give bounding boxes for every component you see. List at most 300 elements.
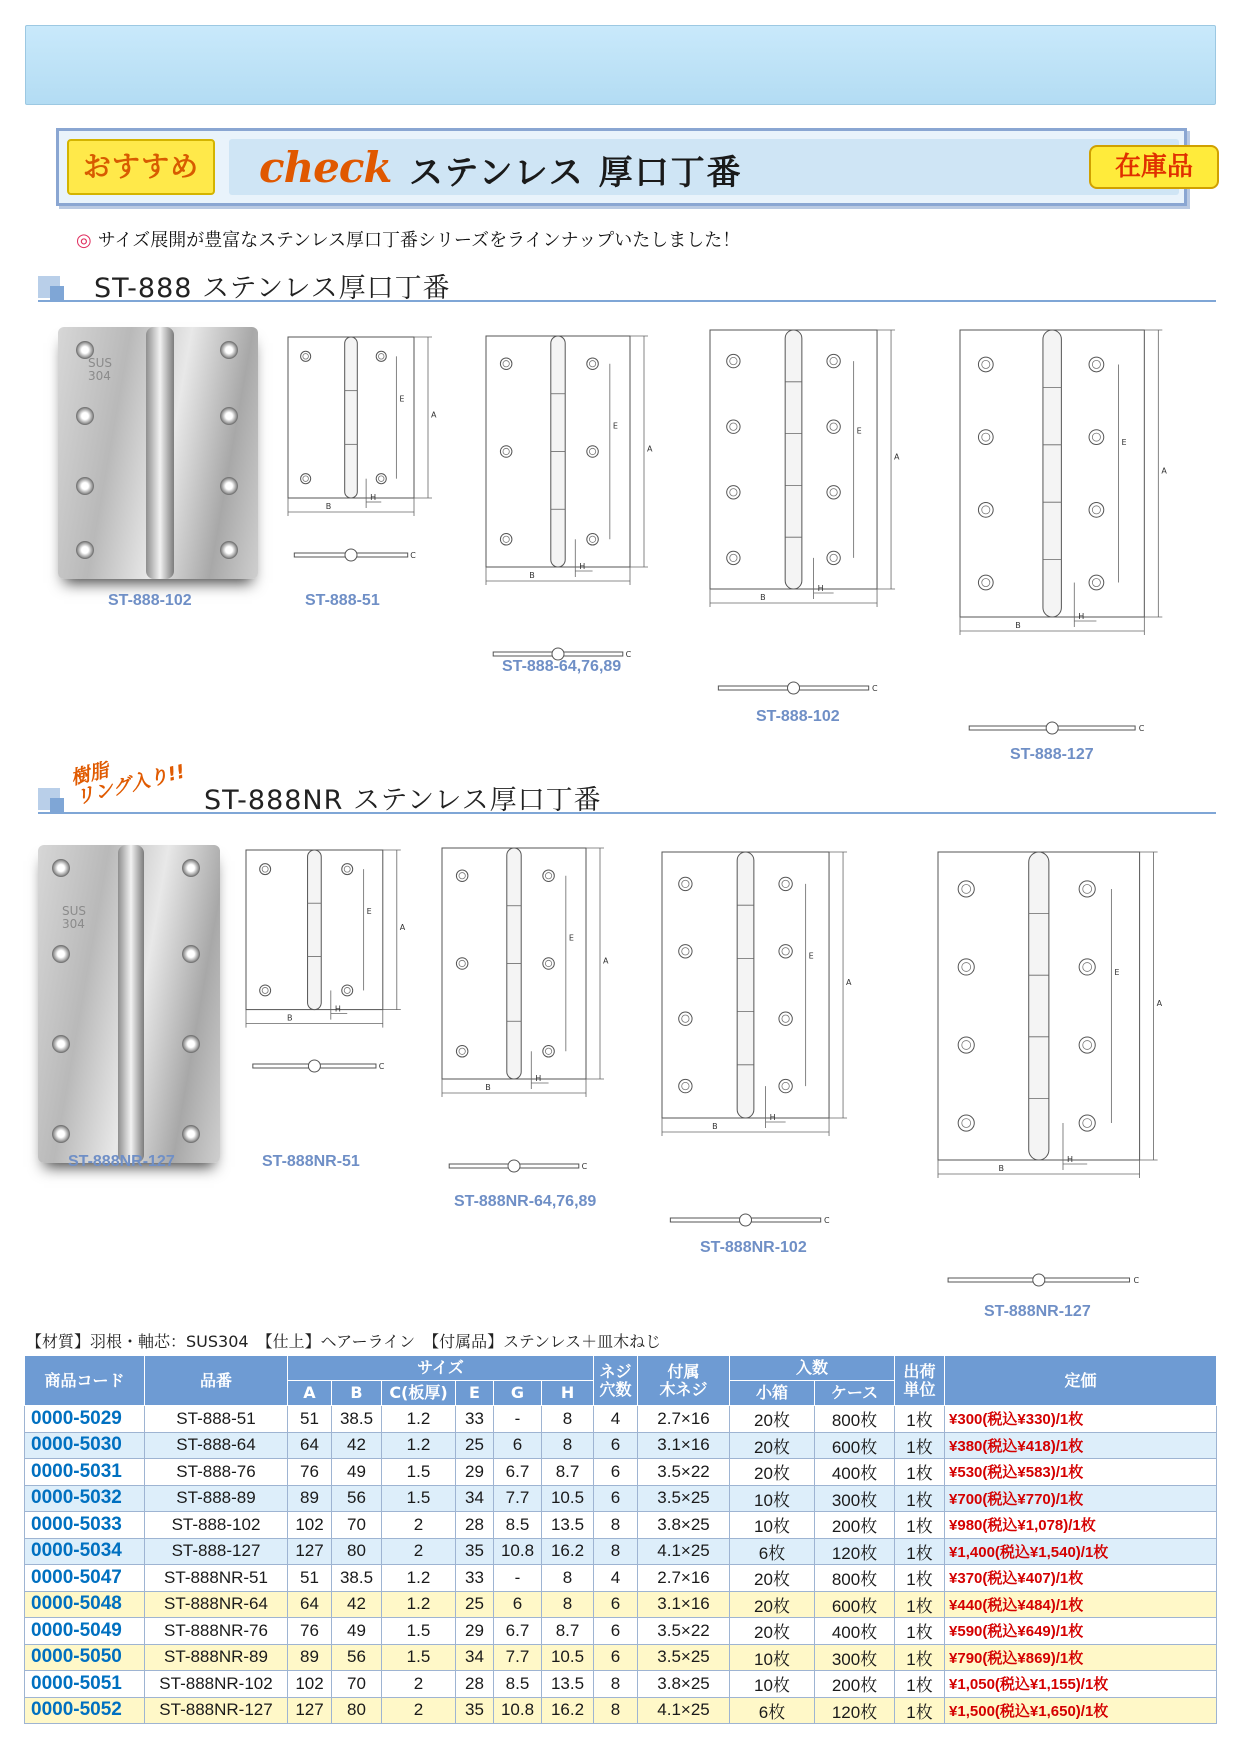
caption: ST-888-64,76,89 bbox=[502, 658, 622, 675]
table-cell: 1枚 bbox=[895, 1697, 945, 1724]
table-cell: 120枚 bbox=[815, 1538, 895, 1565]
price-cell: ¥300(税込¥330)/1枚 bbox=[945, 1406, 1217, 1433]
table-cell: 102 bbox=[288, 1512, 332, 1539]
screw-hole bbox=[779, 945, 792, 958]
table-cell: 8.5 bbox=[494, 1512, 542, 1539]
dim-label-a: A bbox=[894, 452, 900, 462]
header-b: B bbox=[332, 1381, 382, 1406]
table-cell: 10.8 bbox=[494, 1538, 542, 1565]
table-cell: 8.7 bbox=[542, 1459, 594, 1486]
caption: ST-888-127 bbox=[1010, 746, 1094, 763]
page-title: ステンレス 厚口丁番 bbox=[409, 153, 743, 193]
screw-hole bbox=[587, 358, 599, 370]
caption: ST-888NR-127 bbox=[68, 1153, 175, 1170]
screw-hole bbox=[587, 446, 599, 458]
table-cell: 34 bbox=[456, 1644, 494, 1671]
header-h: H bbox=[542, 1381, 594, 1406]
product-code: 0000-5031 bbox=[25, 1459, 145, 1486]
table-cell: 2.7×16 bbox=[638, 1406, 730, 1433]
hinge-drawing-svg bbox=[708, 328, 940, 698]
table-row bbox=[25, 1538, 1217, 1565]
table-cell: 800枚 bbox=[815, 1565, 895, 1592]
product-photo-st888 bbox=[58, 327, 258, 579]
table-cell: 102 bbox=[288, 1671, 332, 1698]
table-cell: 8 bbox=[594, 1538, 638, 1565]
table-cell: ST-888-64 bbox=[145, 1432, 288, 1459]
table-cell: 20枚 bbox=[730, 1618, 815, 1645]
bullet-icon: ◎ bbox=[76, 230, 92, 251]
screw-hole bbox=[779, 1079, 792, 1092]
table-cell: - bbox=[494, 1406, 542, 1433]
table-cell: 20枚 bbox=[730, 1406, 815, 1433]
table-cell: 25 bbox=[456, 1591, 494, 1618]
table-cell: ST-888-51 bbox=[145, 1406, 288, 1433]
header-e: E bbox=[456, 1381, 494, 1406]
table-row bbox=[25, 1618, 1217, 1645]
table-cell: 76 bbox=[288, 1618, 332, 1645]
table-cell: 1.2 bbox=[382, 1591, 456, 1618]
header-screw: 付属 木ネジ bbox=[638, 1356, 730, 1406]
brand-logo: check bbox=[259, 143, 392, 192]
table-cell: - bbox=[494, 1565, 542, 1592]
dim-label-a: A bbox=[603, 956, 609, 966]
table-cell: ST-888NR-127 bbox=[145, 1697, 288, 1724]
table-cell: 70 bbox=[332, 1512, 382, 1539]
screw-hole bbox=[301, 474, 311, 484]
screw-hole bbox=[342, 985, 353, 996]
table-cell: 35 bbox=[456, 1538, 494, 1565]
table-cell: 3.8×25 bbox=[638, 1512, 730, 1539]
screw-hole bbox=[978, 502, 993, 517]
table-cell: 20枚 bbox=[730, 1459, 815, 1486]
table-cell: 28 bbox=[456, 1671, 494, 1698]
dim-label-b: B bbox=[287, 1013, 293, 1023]
caption: ST-888NR-127 bbox=[984, 1303, 1091, 1320]
dim-label-e: E bbox=[808, 951, 814, 961]
knuckle bbox=[737, 852, 754, 1118]
screw-hole bbox=[679, 1012, 692, 1025]
section-heading-st888nr bbox=[38, 774, 1216, 814]
table-cell: 38.5 bbox=[332, 1406, 382, 1433]
table-cell: 300枚 bbox=[815, 1485, 895, 1512]
table-row bbox=[25, 1512, 1217, 1539]
table-cell: 4 bbox=[594, 1565, 638, 1592]
product-code: 0000-5030 bbox=[25, 1432, 145, 1459]
table-cell: 1枚 bbox=[895, 1618, 945, 1645]
table-cell: 64 bbox=[288, 1432, 332, 1459]
dim-label-c: C bbox=[824, 1216, 830, 1225]
table-cell: 25 bbox=[456, 1432, 494, 1459]
table-cell: 64 bbox=[288, 1591, 332, 1618]
dim-label-h: H bbox=[769, 1113, 776, 1122]
heading-square-icon bbox=[50, 798, 64, 812]
screw-hole bbox=[260, 864, 271, 875]
product-code: 0000-5048 bbox=[25, 1591, 145, 1618]
screw-hole bbox=[543, 870, 555, 882]
top-header-band bbox=[25, 25, 1216, 105]
dim-label-a: A bbox=[431, 410, 437, 420]
side-knuckle bbox=[1033, 1274, 1045, 1286]
price-cell: ¥1,500(税込¥1,650)/1枚 bbox=[945, 1697, 1217, 1724]
table-cell: 6 bbox=[494, 1591, 542, 1618]
table-cell: 600枚 bbox=[815, 1591, 895, 1618]
hinge-drawing-svg bbox=[936, 850, 1216, 1290]
table-cell: 1.2 bbox=[382, 1565, 456, 1592]
hinge-drawing-svg bbox=[958, 328, 1214, 738]
screw-hole bbox=[1089, 430, 1104, 445]
price-cell: ¥790(税込¥869)/1枚 bbox=[945, 1644, 1217, 1671]
screw-hole bbox=[827, 354, 840, 367]
knuckle bbox=[345, 337, 358, 498]
dim-label-e: E bbox=[612, 421, 618, 431]
screw-hole bbox=[679, 877, 692, 890]
screw-hole bbox=[827, 486, 840, 499]
table-cell: 8 bbox=[542, 1432, 594, 1459]
table-cell: 42 bbox=[332, 1591, 382, 1618]
dim-label-b: B bbox=[998, 1164, 1004, 1173]
header-size: サイズ bbox=[288, 1356, 594, 1381]
in-stock-badge: 在庫品 bbox=[1089, 145, 1219, 189]
table-row bbox=[25, 1671, 1217, 1698]
dim-label-e: E bbox=[568, 933, 574, 943]
title-panel bbox=[229, 139, 1193, 195]
screw-hole bbox=[1079, 881, 1095, 897]
caption: ST-888-102 bbox=[756, 708, 840, 725]
table-cell: 1枚 bbox=[895, 1644, 945, 1671]
hinge-drawing-svg bbox=[440, 846, 640, 1176]
table-cell: 10枚 bbox=[730, 1485, 815, 1512]
table-cell: 400枚 bbox=[815, 1618, 895, 1645]
screw-hole bbox=[958, 959, 974, 975]
hinge-drawing-svg bbox=[660, 850, 892, 1230]
price-cell: ¥1,400(税込¥1,540)/1枚 bbox=[945, 1538, 1217, 1565]
screw-hole bbox=[727, 420, 740, 433]
table-cell: 80 bbox=[332, 1697, 382, 1724]
table-cell: 8 bbox=[542, 1591, 594, 1618]
side-knuckle bbox=[740, 1214, 752, 1226]
header-price: 定価 bbox=[945, 1356, 1217, 1406]
table-cell: 16.2 bbox=[542, 1697, 594, 1724]
table-cell: 8.5 bbox=[494, 1671, 542, 1698]
screw-hole bbox=[500, 534, 512, 546]
table-cell: 127 bbox=[288, 1697, 332, 1724]
screw-hole bbox=[456, 958, 468, 970]
table-cell: 6枚 bbox=[730, 1697, 815, 1724]
table-cell: 6 bbox=[594, 1591, 638, 1618]
table-cell: 1枚 bbox=[895, 1485, 945, 1512]
dim-label-e: E bbox=[399, 394, 405, 404]
header-code: 商品コード bbox=[25, 1356, 145, 1406]
table-cell: 1枚 bbox=[895, 1406, 945, 1433]
table-cell: 6.7 bbox=[494, 1459, 542, 1486]
screw-hole bbox=[1079, 1037, 1095, 1053]
product-code: 0000-5047 bbox=[25, 1565, 145, 1592]
section-title: ST-888 ステンレス厚口丁番 bbox=[94, 273, 451, 304]
side-knuckle bbox=[1046, 722, 1058, 734]
table-cell: 6 bbox=[594, 1485, 638, 1512]
table-cell: 400枚 bbox=[815, 1459, 895, 1486]
screw-hole bbox=[1089, 575, 1104, 590]
screw-hole bbox=[376, 351, 386, 361]
screw-hole bbox=[827, 420, 840, 433]
table-cell: 2 bbox=[382, 1697, 456, 1724]
header-g: G bbox=[494, 1381, 542, 1406]
header-part: 品番 bbox=[145, 1356, 288, 1406]
screw-hole bbox=[827, 551, 840, 564]
table-cell: 10.5 bbox=[542, 1644, 594, 1671]
table-cell: 33 bbox=[456, 1406, 494, 1433]
table-cell: 56 bbox=[332, 1644, 382, 1671]
dim-label-b: B bbox=[325, 502, 332, 511]
screw-hole bbox=[958, 881, 974, 897]
side-knuckle bbox=[508, 1160, 520, 1172]
table-row bbox=[25, 1644, 1217, 1671]
table-cell: 3.5×22 bbox=[638, 1618, 730, 1645]
table-row bbox=[25, 1459, 1217, 1486]
product-code: 0000-5033 bbox=[25, 1512, 145, 1539]
table-cell: 1.5 bbox=[382, 1618, 456, 1645]
screw-hole bbox=[1089, 502, 1104, 517]
table-row bbox=[25, 1432, 1217, 1459]
table-cell: 6 bbox=[594, 1459, 638, 1486]
dim-label-a: A bbox=[846, 978, 852, 987]
screw-hole bbox=[958, 1115, 974, 1131]
table-cell: 1.5 bbox=[382, 1459, 456, 1486]
screw-hole bbox=[978, 357, 993, 372]
table-cell: 8.7 bbox=[542, 1618, 594, 1645]
dim-label-h: H bbox=[334, 1004, 341, 1014]
price-cell: ¥380(税込¥418)/1枚 bbox=[945, 1432, 1217, 1459]
table-cell: ST-888NR-64 bbox=[145, 1591, 288, 1618]
side-knuckle bbox=[308, 1060, 320, 1072]
table-cell: 3.5×22 bbox=[638, 1459, 730, 1486]
table-cell: 1枚 bbox=[895, 1565, 945, 1592]
table-cell: 600枚 bbox=[815, 1432, 895, 1459]
product-code: 0000-5049 bbox=[25, 1618, 145, 1645]
table-cell: 2 bbox=[382, 1512, 456, 1539]
table-cell: 6.7 bbox=[494, 1618, 542, 1645]
lead-text: ◎ サイズ展開が豊富なステンレス厚口丁番シリーズをラインナップいたしました！ bbox=[76, 230, 741, 251]
sus304-stamp: SUS 304 bbox=[88, 356, 113, 383]
knuckle bbox=[1029, 852, 1049, 1160]
hinge-drawing-svg bbox=[244, 848, 434, 1076]
resin-ring-badge: 樹脂 リング入り!! bbox=[68, 758, 188, 809]
table-cell: 8 bbox=[542, 1565, 594, 1592]
dim-label-a: A bbox=[1161, 466, 1167, 476]
product-code: 0000-5050 bbox=[25, 1644, 145, 1671]
table-cell: 51 bbox=[288, 1565, 332, 1592]
header-a: A bbox=[288, 1381, 332, 1406]
caption: ST-888NR-102 bbox=[700, 1239, 807, 1256]
heading-square-icon bbox=[50, 286, 64, 300]
dim-label-c: C bbox=[410, 551, 416, 560]
table-cell: 51 bbox=[288, 1406, 332, 1433]
table-cell: 6 bbox=[594, 1432, 638, 1459]
table-cell: 8 bbox=[594, 1697, 638, 1724]
table-cell: 120枚 bbox=[815, 1697, 895, 1724]
screw-hole bbox=[727, 354, 740, 367]
header-unit: 出荷 単位 bbox=[895, 1356, 945, 1406]
dim-label-c: C bbox=[625, 650, 632, 659]
dim-label-b: B bbox=[529, 571, 535, 580]
recommend-badge: おすすめ bbox=[67, 139, 215, 195]
table-cell: 56 bbox=[332, 1485, 382, 1512]
dim-label-h: H bbox=[1066, 1155, 1074, 1164]
table-cell: 70 bbox=[332, 1671, 382, 1698]
hinge-drawing-svg bbox=[286, 335, 461, 565]
table-cell: 7.7 bbox=[494, 1644, 542, 1671]
table-cell: 127 bbox=[288, 1538, 332, 1565]
table-cell: 6 bbox=[594, 1644, 638, 1671]
screw-hole bbox=[456, 870, 468, 882]
dim-label-a: A bbox=[647, 444, 653, 454]
product-code: 0000-5032 bbox=[25, 1485, 145, 1512]
table-cell: ST-888NR-51 bbox=[145, 1565, 288, 1592]
screw-hole bbox=[679, 945, 692, 958]
table-cell: 1.5 bbox=[382, 1485, 456, 1512]
table-row bbox=[25, 1485, 1217, 1512]
table-cell: 800枚 bbox=[815, 1406, 895, 1433]
table-cell: 3.1×16 bbox=[638, 1591, 730, 1618]
dim-label-b: B bbox=[485, 1083, 491, 1092]
table-cell: 3.5×25 bbox=[638, 1644, 730, 1671]
table-cell: 1.2 bbox=[382, 1432, 456, 1459]
dim-label-b: B bbox=[712, 1122, 718, 1131]
screw-hole bbox=[500, 358, 512, 370]
dim-label-h: H bbox=[535, 1074, 542, 1083]
screw-hole bbox=[779, 877, 792, 890]
screw-hole bbox=[376, 474, 386, 484]
screw-hole bbox=[543, 1046, 555, 1058]
table-cell: 6 bbox=[594, 1618, 638, 1645]
table-cell: 16.2 bbox=[542, 1538, 594, 1565]
dim-label-c: C bbox=[581, 1162, 588, 1171]
caption: ST-888-51 bbox=[305, 592, 380, 609]
table-cell: 35 bbox=[456, 1697, 494, 1724]
table-row bbox=[25, 1565, 1217, 1592]
dim-label-b: B bbox=[1015, 621, 1021, 630]
price-cell: ¥530(税込¥583)/1枚 bbox=[945, 1459, 1217, 1486]
table-cell: 20枚 bbox=[730, 1432, 815, 1459]
knuckle bbox=[785, 330, 802, 589]
table-cell: 1枚 bbox=[895, 1512, 945, 1539]
table-cell: 10.5 bbox=[542, 1485, 594, 1512]
spec-table bbox=[24, 1355, 1217, 1724]
dim-label-e: E bbox=[366, 906, 372, 916]
knuckle bbox=[308, 850, 322, 1010]
table-cell: 4 bbox=[594, 1406, 638, 1433]
screw-hole bbox=[342, 864, 353, 875]
dim-label-e: E bbox=[1121, 437, 1127, 447]
dim-label-b: B bbox=[760, 593, 766, 602]
table-cell: 6 bbox=[494, 1432, 542, 1459]
screw-hole bbox=[679, 1079, 692, 1092]
title-banner bbox=[56, 128, 1193, 206]
dim-label-c: C bbox=[1138, 724, 1145, 733]
hinge-drawing-svg bbox=[484, 334, 684, 664]
table-cell: ST-888NR-76 bbox=[145, 1618, 288, 1645]
price-cell: ¥700(税込¥770)/1枚 bbox=[945, 1485, 1217, 1512]
table-cell: ST-888-89 bbox=[145, 1485, 288, 1512]
table-cell: 10枚 bbox=[730, 1644, 815, 1671]
dim-label-e: E bbox=[1114, 968, 1120, 978]
table-cell: 1.2 bbox=[382, 1406, 456, 1433]
table-cell: 49 bbox=[332, 1618, 382, 1645]
table-cell: 2 bbox=[382, 1538, 456, 1565]
screw-hole bbox=[727, 551, 740, 564]
table-row bbox=[25, 1697, 1217, 1724]
table-cell: ST-888-102 bbox=[145, 1512, 288, 1539]
caption: ST-888NR-51 bbox=[262, 1153, 360, 1170]
table-row bbox=[25, 1591, 1217, 1618]
screw-hole bbox=[456, 1046, 468, 1058]
table-cell: 10枚 bbox=[730, 1512, 815, 1539]
screw-hole bbox=[978, 575, 993, 590]
header-case: ケース bbox=[815, 1381, 895, 1406]
table-cell: 2 bbox=[382, 1671, 456, 1698]
price-cell: ¥1,050(税込¥1,155)/1枚 bbox=[945, 1671, 1217, 1698]
table-row bbox=[25, 1406, 1217, 1433]
dim-label-h: H bbox=[579, 562, 586, 571]
screw-hole bbox=[500, 446, 512, 458]
table-cell: 8 bbox=[594, 1671, 638, 1698]
price-cell: ¥980(税込¥1,078)/1枚 bbox=[945, 1512, 1217, 1539]
table-cell: 29 bbox=[456, 1459, 494, 1486]
product-photo-st888nr bbox=[38, 845, 220, 1163]
table-cell: 8 bbox=[542, 1406, 594, 1433]
product-code: 0000-5034 bbox=[25, 1538, 145, 1565]
table-cell: 76 bbox=[288, 1459, 332, 1486]
table-cell: 1枚 bbox=[895, 1432, 945, 1459]
screw-hole bbox=[1089, 357, 1104, 372]
header-c: C(板厚) bbox=[382, 1381, 456, 1406]
table-cell: 4.1×25 bbox=[638, 1697, 730, 1724]
product-code: 0000-5029 bbox=[25, 1406, 145, 1433]
table-cell: 200枚 bbox=[815, 1512, 895, 1539]
table-cell: 10枚 bbox=[730, 1671, 815, 1698]
table-cell: 6枚 bbox=[730, 1538, 815, 1565]
dim-label-h: H bbox=[370, 493, 377, 502]
table-cell: 29 bbox=[456, 1618, 494, 1645]
table-cell: 10.8 bbox=[494, 1697, 542, 1724]
screw-hole bbox=[1079, 1115, 1095, 1131]
table-cell: 3.8×25 bbox=[638, 1671, 730, 1698]
table-cell: 13.5 bbox=[542, 1671, 594, 1698]
screw-hole bbox=[587, 534, 599, 546]
table-cell: 3.1×16 bbox=[638, 1432, 730, 1459]
table-cell: 89 bbox=[288, 1644, 332, 1671]
price-cell: ¥590(税込¥649)/1枚 bbox=[945, 1618, 1217, 1645]
table-cell: ST-888-76 bbox=[145, 1459, 288, 1486]
table-cell: ST-888NR-89 bbox=[145, 1644, 288, 1671]
product-code: 0000-5051 bbox=[25, 1671, 145, 1698]
dim-label-a: A bbox=[1156, 999, 1163, 1008]
screw-hole bbox=[779, 1012, 792, 1025]
side-knuckle bbox=[788, 682, 800, 694]
screw-hole bbox=[727, 486, 740, 499]
table-cell: 4.1×25 bbox=[638, 1538, 730, 1565]
header-small-box: 小箱 bbox=[730, 1381, 815, 1406]
table-cell: 89 bbox=[288, 1485, 332, 1512]
table-cell: 1枚 bbox=[895, 1671, 945, 1698]
price-cell: ¥440(税込¥484)/1枚 bbox=[945, 1591, 1217, 1618]
table-cell: 7.7 bbox=[494, 1485, 542, 1512]
table-cell: 38.5 bbox=[332, 1565, 382, 1592]
side-knuckle bbox=[345, 549, 357, 561]
table-cell: 300枚 bbox=[815, 1644, 895, 1671]
knuckle bbox=[1043, 330, 1061, 617]
dim-label-c: C bbox=[378, 1062, 385, 1071]
